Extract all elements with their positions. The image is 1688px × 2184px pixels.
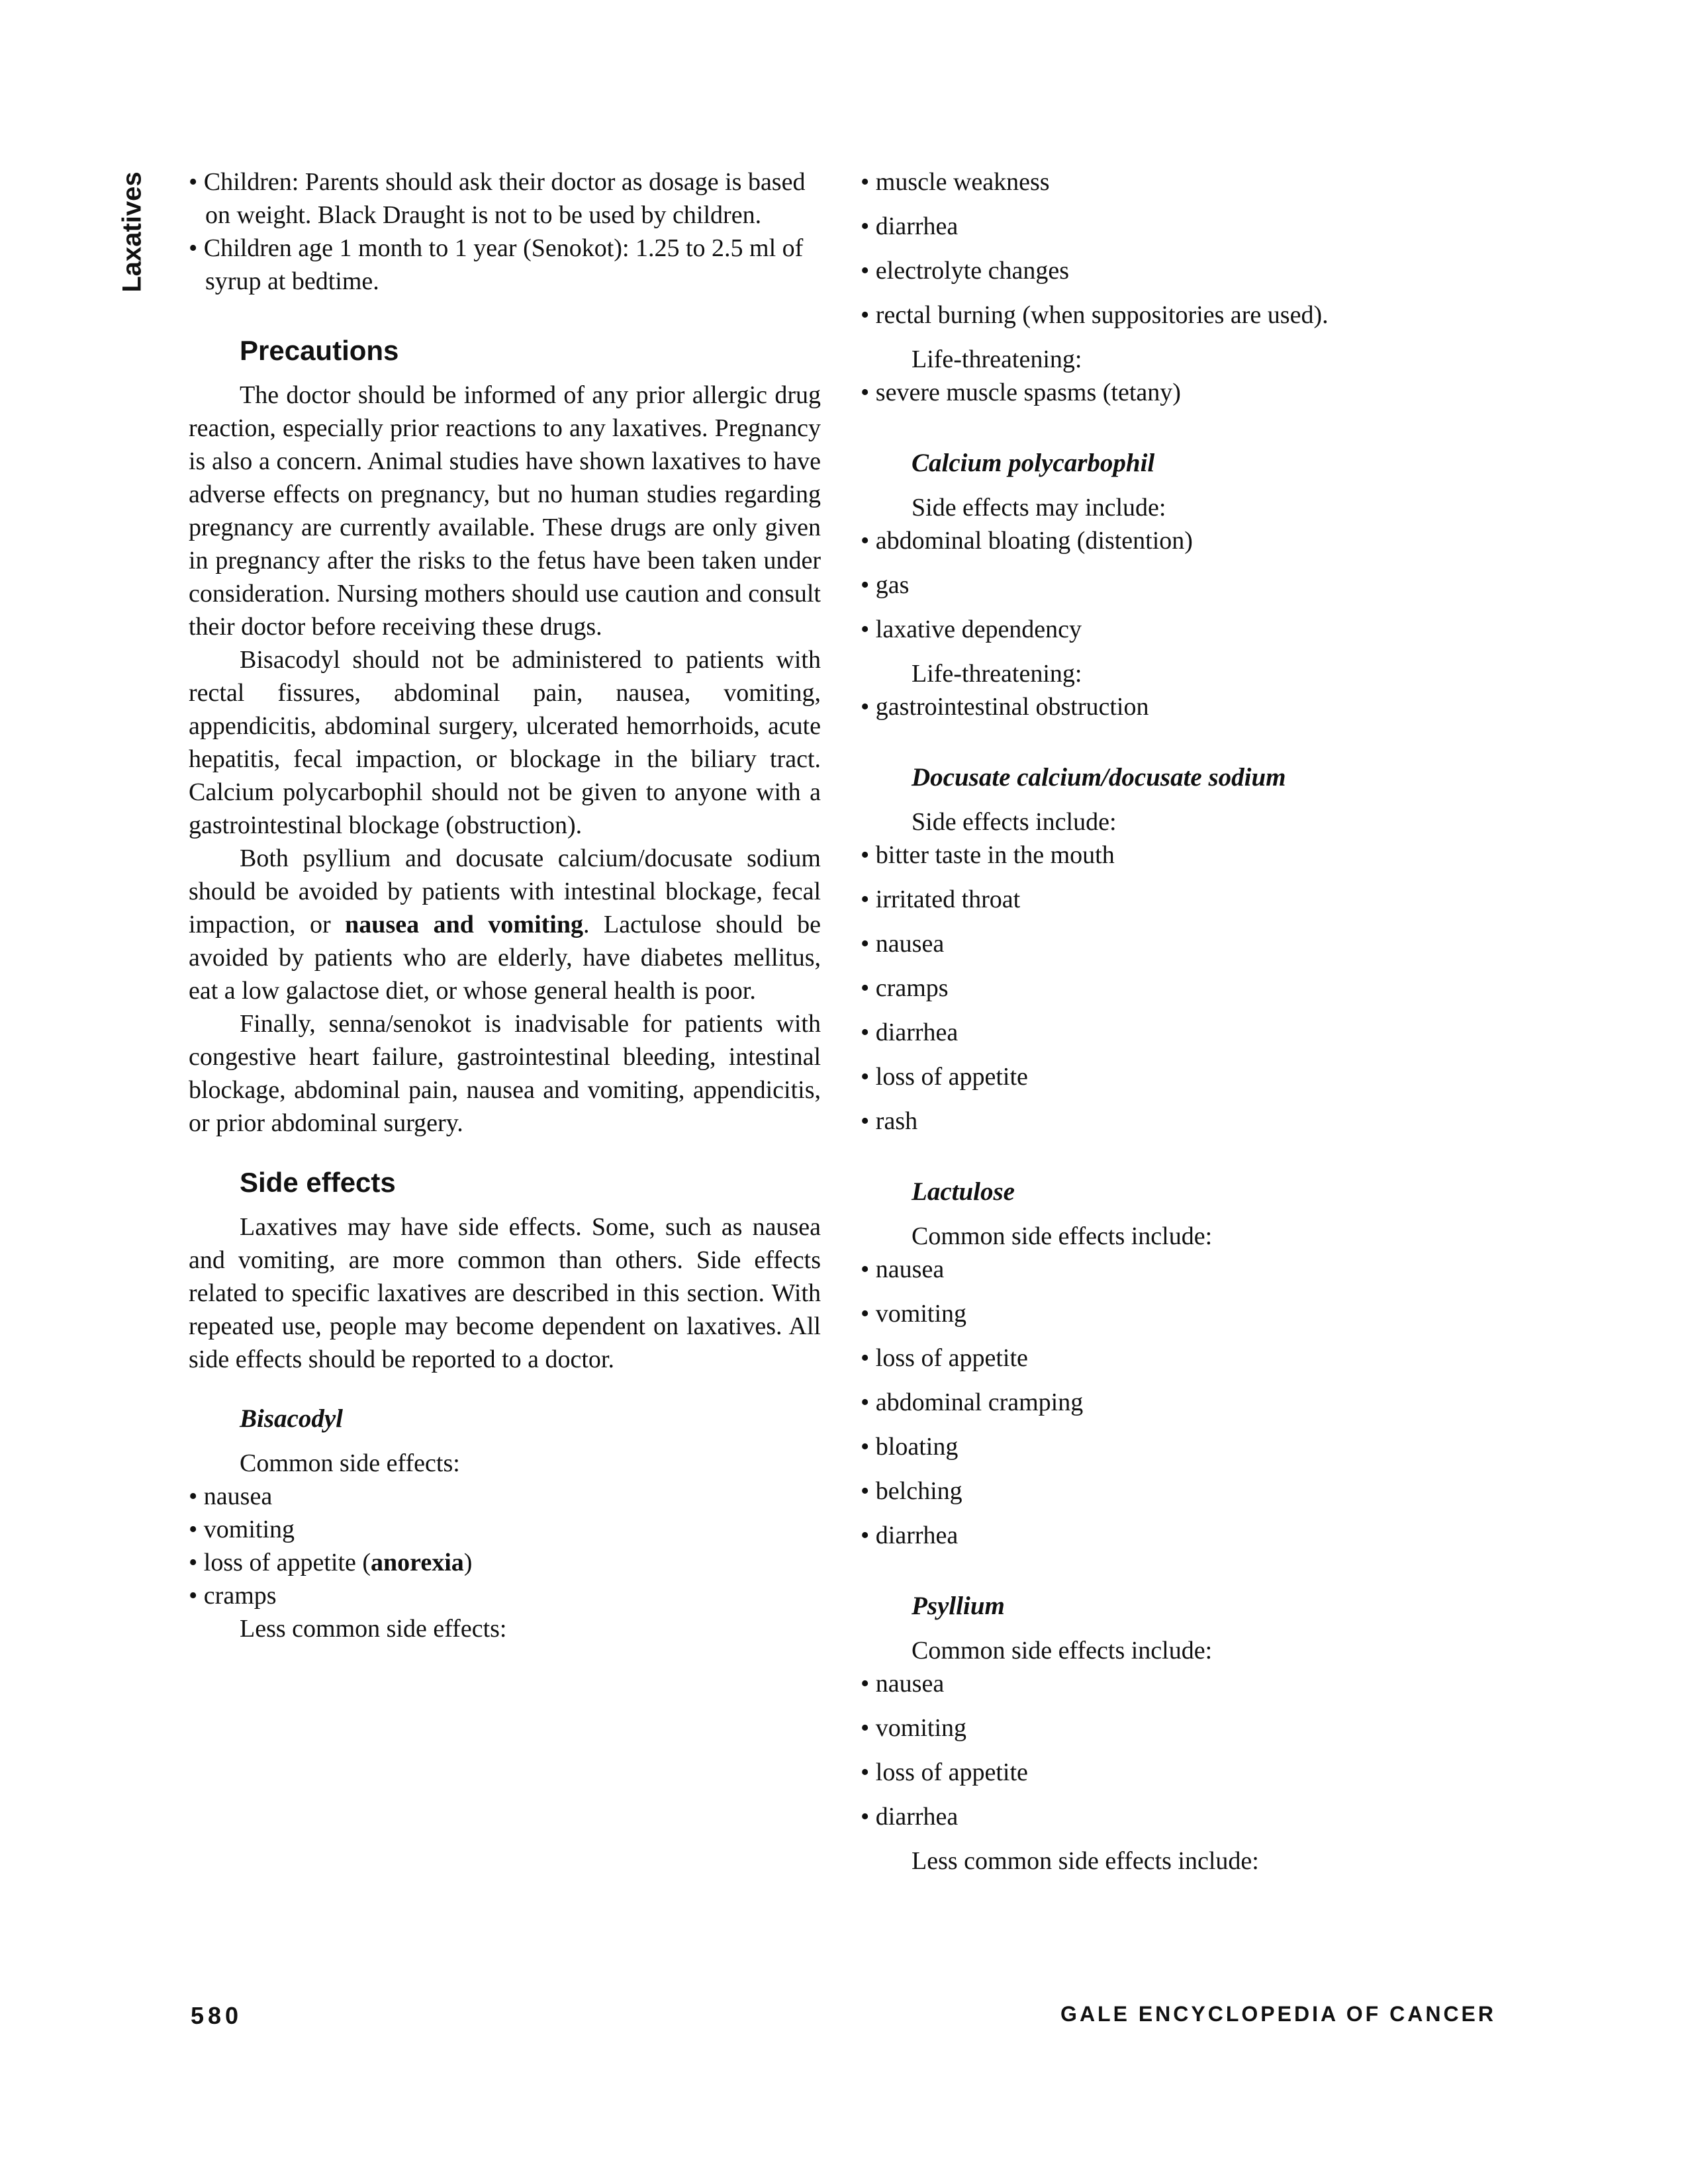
publication-title: GALE ENCYCLOPEDIA OF CANCER bbox=[1060, 2002, 1496, 2026]
paragraph: The doctor should be informed of any prior allergic drug reaction, especially prior reactions to any laxatives. Pregnancy is also a concern. Animal studies have shown laxatives to have adverse effects on pregnancy, but no human studies regarding pregnancy are currently available. These drugs are only given in pregnancy after the risks to the fetus have been taken under consideration. Nursing mothers should use caution and consult their doctor before receiving these drugs. bbox=[189, 381, 821, 641]
list-intro: Side effects may include: bbox=[912, 494, 1166, 522]
list-intro: Less common side effects include: bbox=[912, 1847, 1259, 1875]
list-item: • Children age 1 month to 1 year (Senokot): 1.25 to 2.5 ml of syrup at bedtime. bbox=[189, 234, 804, 295]
list-item: • diarrhea bbox=[861, 1522, 959, 1549]
list-item: • diarrhea bbox=[861, 212, 959, 240]
text-run: . Lactulose should be avoided by patients who are elderly, have diabetes mellitus, eat a low galactose diet, or whose general health is poor. bbox=[189, 911, 821, 1005]
list-item: • loss of appetite bbox=[861, 1344, 1028, 1372]
subheading-psyllium: Psyllium bbox=[912, 1592, 1005, 1620]
list-item: • vomiting bbox=[189, 1516, 295, 1543]
list-intro: Side effects include: bbox=[912, 808, 1117, 836]
bold-term: nausea and vomiting bbox=[345, 911, 583, 938]
left-column bbox=[189, 165, 821, 1645]
list-item: • cramps bbox=[189, 1582, 277, 1610]
list-item: • muscle weakness bbox=[861, 168, 1050, 196]
right-column bbox=[861, 165, 1493, 1878]
paragraph: Finally, senna/senokot is inadvisable for patients with congestive heart failure, gastrointestinal bleeding, intestinal blockage, abdominal pain, nausea and vomiting, appendicitis, or prior abdominal surgery. bbox=[189, 1010, 821, 1137]
list-intro: Less common side effects: bbox=[240, 1615, 507, 1643]
list-item: • diarrhea bbox=[861, 1019, 959, 1046]
list-item: • loss of appetite bbox=[861, 1758, 1028, 1786]
list-item: • nausea bbox=[189, 1482, 273, 1510]
list-item: • diarrhea bbox=[861, 1803, 959, 1831]
subheading-calcium-polycarbophil: Calcium polycarbophil bbox=[912, 449, 1155, 477]
list-intro: Common side effects include: bbox=[912, 1222, 1213, 1250]
text-run: Both psyllium and docusate calcium/docusate sodium should be avoided by patients with intestinal blockage, fecal impaction, or bbox=[189, 844, 821, 938]
list-item: • gastrointestinal obstruction bbox=[861, 693, 1149, 721]
list-item: • bitter taste in the mouth bbox=[861, 841, 1115, 869]
section-heading-precautions: Precautions bbox=[240, 335, 399, 366]
section-heading-side-effects: Side effects bbox=[240, 1167, 396, 1198]
list-item: • belching bbox=[861, 1477, 962, 1505]
list-item: • laxative dependency bbox=[861, 615, 1082, 643]
list-item: • bloating bbox=[861, 1433, 959, 1461]
subheading-bisacodyl: Bisacodyl bbox=[240, 1404, 343, 1433]
list-item: • cramps bbox=[861, 974, 949, 1002]
list-item: • abdominal cramping bbox=[861, 1388, 1084, 1416]
list-item: • irritated throat bbox=[861, 886, 1021, 913]
text-run: • loss of appetite ( bbox=[189, 1549, 371, 1576]
list-item: • rectal burning (when suppositories are used). bbox=[861, 301, 1329, 329]
list-item: • nausea bbox=[861, 1670, 945, 1698]
list-item: • loss of appetite bbox=[861, 1063, 1028, 1091]
list-item: • Children: Parents should ask their doctor as dosage is based on weight. Black Draught is not to be used by children. bbox=[189, 168, 806, 229]
running-head-tab bbox=[99, 172, 165, 291]
life-threatening-label: Life-threatening: bbox=[912, 345, 1082, 373]
list-item: • nausea bbox=[861, 930, 945, 958]
list-item: • vomiting bbox=[861, 1300, 967, 1328]
list-item: • abdominal bloating (distention) bbox=[861, 527, 1193, 555]
list-item: • rash bbox=[861, 1107, 918, 1135]
life-threatening-label: Life-threatening: bbox=[912, 660, 1082, 688]
list-intro: Common side effects include: bbox=[912, 1637, 1213, 1664]
list-item: • electrolyte changes bbox=[861, 257, 1070, 285]
bold-term: anorexia bbox=[371, 1549, 464, 1576]
list-item: • nausea bbox=[861, 1255, 945, 1283]
paragraph: Bisacodyl should not be administered to patients with rectal fissures, abdominal pain, nausea, vomiting, appendicitis, abdominal surgery, ulcerated hemorrhoids, acute hepatitis, fecal impaction, or blockage in the biliary tract. Calcium polycarbophil should not be given to anyone with a gastrointestinal blockage (obstruction). bbox=[189, 646, 821, 839]
list-item: • severe muscle spasms (tetany) bbox=[861, 379, 1181, 406]
page-number: 580 bbox=[191, 2002, 243, 2029]
paragraph bbox=[189, 842, 821, 1007]
list-item: • vomiting bbox=[861, 1714, 967, 1742]
paragraph: Laxatives may have side effects. Some, such as nausea and vomiting, are more common than others. Side effects related to specific laxatives are described in this section. With repeated use, people may become dependent on laxatives. All side effects should be reported to a doctor. bbox=[189, 1213, 821, 1373]
list-item: • gas bbox=[861, 571, 910, 599]
subheading-lactulose: Lactulose bbox=[912, 1177, 1015, 1206]
list-intro: Common side effects: bbox=[240, 1449, 460, 1477]
running-head: Laxatives bbox=[117, 171, 147, 293]
text-run: ) bbox=[463, 1549, 473, 1576]
list-item bbox=[189, 1546, 821, 1579]
subheading-docusate: Docusate calcium/docusate sodium bbox=[912, 763, 1286, 792]
